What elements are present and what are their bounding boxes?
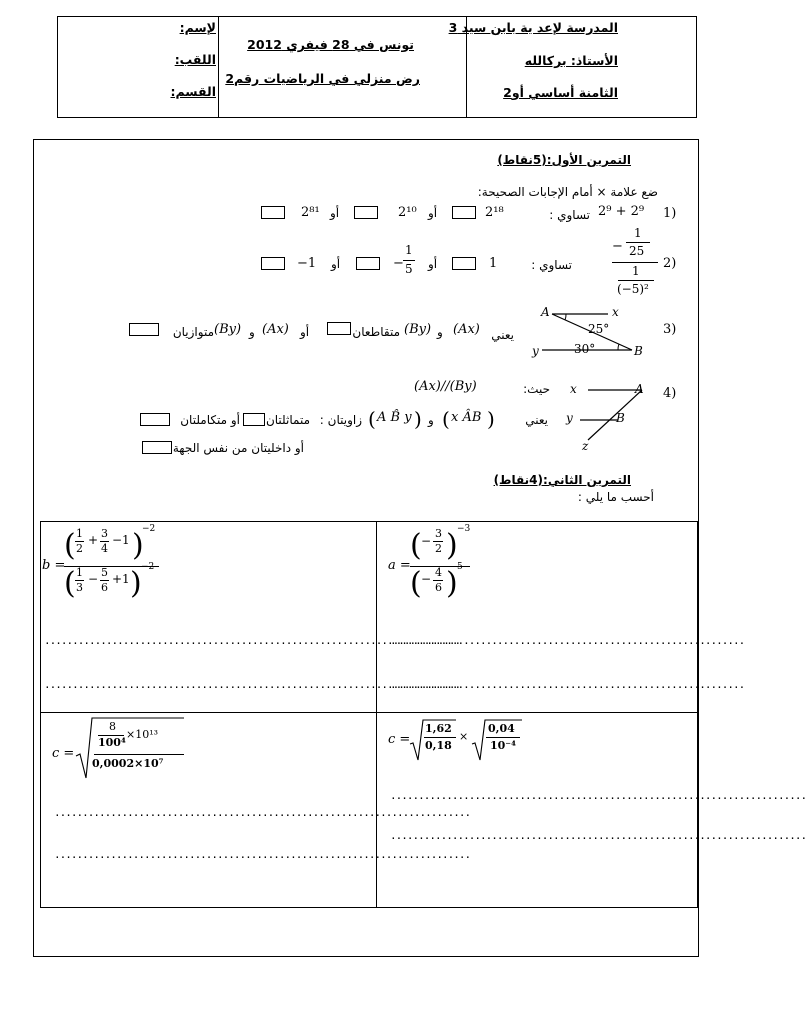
q4-label-z: z: [582, 439, 589, 453]
q2-or: أو: [331, 257, 341, 271]
q4-opt-symmetric: متماثلتان: [265, 413, 310, 427]
answer-line-c2-2[interactable]: ..........................................................................: [390, 829, 806, 842]
q3-parallel: متوازيان: [172, 325, 214, 339]
q3-and: و: [437, 325, 443, 339]
q2-option-3: −1: [297, 256, 317, 271]
q1-or: أو: [330, 206, 340, 220]
q4-label-A: A: [635, 382, 644, 396]
q3-label-B: B: [634, 344, 643, 358]
q4-label-y: y: [566, 411, 573, 425]
header-divider: [218, 17, 219, 117]
q2-den-bot: (−5)²: [617, 282, 649, 296]
teacher-name: الأستاذ: بركالله: [524, 53, 618, 68]
answer-line-a-2[interactable]: ...............................................................: [390, 678, 745, 691]
q4-mean: يعني: [525, 413, 548, 427]
q3-ax: (Ax): [453, 322, 480, 337]
q2-checkbox-3[interactable]: [261, 257, 285, 270]
q1-checkbox-1[interactable]: [452, 206, 476, 219]
q3-mean: يعني: [491, 328, 514, 342]
expr-c2: c = 1,62 0,18 × 0,04 10⁻⁴: [388, 718, 538, 762]
class-name: الثامنة أساسي أو2: [503, 85, 618, 100]
q3-ax-2: (Ax): [262, 322, 289, 337]
q2-number: 2): [663, 256, 677, 271]
q4-where: حيث:: [523, 382, 550, 396]
q1-expression: 2⁹ + 2⁹: [598, 204, 645, 219]
q3-by: (By): [404, 322, 432, 337]
q4-checkbox-3[interactable]: [142, 441, 172, 454]
q2-num-bot: 25: [629, 244, 645, 258]
q1-number: 1): [663, 206, 677, 221]
answer-line-c2-1[interactable]: ..........................................................................: [390, 789, 806, 802]
q1-or: أو: [428, 206, 438, 220]
q2-checkbox-2[interactable]: [356, 257, 380, 270]
school-name: المدرسة لإعد ية بابن سيد 3: [448, 20, 618, 35]
q3-number: 3): [663, 322, 677, 337]
q4-label-x: x: [570, 382, 577, 396]
q3-angle-30: 30°: [574, 342, 596, 356]
q4-opt-supplementary: أو متكاملتان: [180, 413, 240, 427]
answer-line-c1-1[interactable]: ..........................................................................: [54, 806, 471, 819]
homework-title: رض منزلي في الرياضيات رقم2: [225, 71, 420, 86]
q3-and: و: [249, 325, 255, 339]
q2-option-1: 1: [489, 256, 498, 271]
q4-label-B: B: [616, 411, 625, 425]
q4-angle-1: x ÂB: [451, 410, 482, 425]
q3-checkbox-2[interactable]: [129, 323, 159, 336]
ex2-instruction: أحسب ما يلي :: [577, 490, 654, 504]
q3-checkbox-1[interactable]: [327, 322, 351, 335]
q3-intersect: متقاطعان: [352, 325, 400, 339]
q1-checkbox-3[interactable]: [261, 206, 285, 219]
q2-fraction: − 1 25 1 (−5)²: [612, 226, 658, 300]
q2-num-top: 1: [634, 226, 642, 240]
ex2-title: التمرين الثاني:(4نقاط): [493, 473, 631, 487]
date-line: تونس في 28 فيفري 2012: [247, 37, 414, 52]
surname-label: اللقب:: [174, 52, 216, 67]
q4-number: 4): [663, 386, 677, 401]
header-table: [57, 16, 697, 118]
q1-option-2: 2¹⁰: [398, 205, 417, 220]
q4-checkbox-1[interactable]: [243, 413, 265, 426]
q3-by-2: (By): [214, 322, 242, 337]
q1-verb: تساوي :: [549, 208, 590, 222]
q4-angle-2: A B̂ y: [377, 410, 412, 425]
q1-option-1: 2¹⁸: [485, 205, 504, 220]
q4-angles-are: زاويتان :: [319, 413, 362, 427]
q2-checkbox-1[interactable]: [452, 257, 476, 270]
q3-or: أو: [300, 325, 310, 339]
ex1-title: التمرين الأول:(5نقاط): [497, 153, 631, 167]
answer-line-c1-2[interactable]: ..........................................................................: [54, 848, 471, 861]
q3-label-A: A: [541, 305, 550, 319]
expr-b: b = ( 1 2 + 3 4 −1 ) −2 ( 1 3 − 5 6 +1 ) −2: [42, 526, 212, 612]
name-label: لإسم:: [179, 20, 216, 35]
q2-option-2: − 1 5: [393, 243, 417, 283]
answer-line-a-1[interactable]: ...............................................................: [390, 634, 745, 647]
q2-den-top: 1: [632, 264, 640, 278]
q3-label-x: x: [612, 305, 619, 319]
q4-and: و: [428, 413, 434, 427]
ex1-instruction: ضع علامة × أمام الإجابات الصحيحة:: [477, 185, 658, 199]
q4-parallel-expr: (Ax)//(By): [414, 379, 477, 394]
answer-line-b-2[interactable]: ..........................................................................: [44, 678, 461, 691]
q3-angle-25: 25°: [588, 322, 610, 336]
q4-opt-interior: أو داخليتان من نفس الجهة: [172, 441, 304, 455]
q1-checkbox-2[interactable]: [354, 206, 378, 219]
q2-verb: تساوي :: [531, 258, 572, 272]
q4-checkbox-2[interactable]: [140, 413, 170, 426]
q2-or: أو: [428, 257, 438, 271]
answer-line-b-1[interactable]: ..........................................................................: [44, 634, 461, 647]
section-label: القسم:: [170, 84, 216, 99]
q1-option-3: 2⁸¹: [301, 205, 320, 220]
q3-label-y: y: [532, 344, 539, 358]
expr-c1: c = 8 100⁴ ×10¹³ 0,0002×10⁷: [52, 716, 182, 782]
expr-a: a = ( − 3 2 ) −3 ( − 4 6 ) 5: [388, 524, 471, 601]
